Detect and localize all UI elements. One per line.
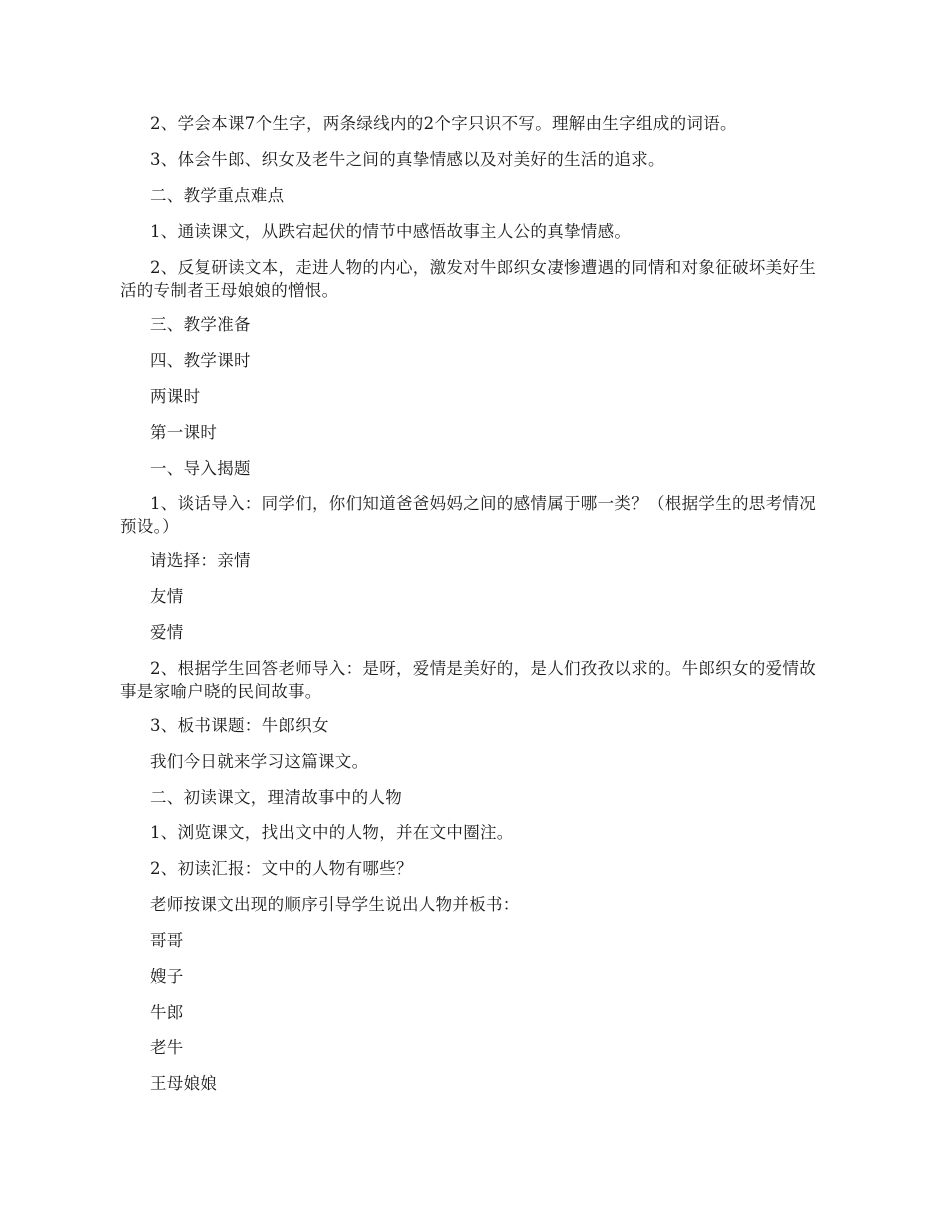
section-heading-class-hours: 四、教学课时 (150, 351, 251, 370)
character-old-ox: 老牛 (150, 1038, 184, 1057)
intro-step-3: 3、板书课题：牛郎织女 (150, 716, 329, 735)
section-heading-preparation: 三、教学准备 (150, 315, 251, 334)
character-cowherd: 牛郎 (150, 1003, 184, 1022)
character-elder-brother: 哥哥 (150, 931, 184, 950)
choice-family-love: 请选择：亲情 (150, 551, 251, 570)
today-lesson-line: 我们今日就来学习这篇课文。 (150, 752, 369, 771)
intro-step-2: 2、根据学生回答老师导入：是呀，爱情是美好的，是人们孜孜以求的。牛郎织女的爱情故事是家喻户晓的民间故事。 (120, 659, 816, 701)
section-heading-key-points: 二、教学重点难点 (150, 186, 285, 205)
reading-step-1: 1、浏览课文，找出文中的人物，并在文中圈注。 (150, 823, 514, 842)
section-heading-intro: 一、导入揭题 (150, 459, 251, 478)
intro-step-1: 1、谈话导入：同学们，你们知道爸爸妈妈之间的感情属于哪一类？（根据学生的思考情况预设。） (120, 494, 816, 536)
lesson-one-heading: 第一课时 (150, 423, 218, 442)
teacher-guidance: 老师按课文出现的顺序引导学生说出人物并板书： (150, 895, 520, 914)
choice-romance: 爱情 (150, 623, 184, 642)
objective-3: 3、体会牛郎、织女及老牛之间的真挚情感以及对美好的生活的追求。 (150, 150, 665, 169)
class-hours-value: 两课时 (150, 387, 201, 406)
character-sister-in-law: 嫂子 (150, 967, 184, 986)
section-heading-first-reading: 二、初读课文，理清故事中的人物 (150, 788, 402, 807)
key-point-1: 1、通读课文，从跌宕起伏的情节中感悟故事主人公的真挚情感。 (150, 222, 632, 241)
key-point-2: 2、反复研读文本，走进人物的内心，激发对牛郎织女凄惨遭遇的同情和对象征破坏美好生活的专制者王母娘娘的憎恨。 (120, 258, 816, 300)
character-queen-mother: 王母娘娘 (150, 1074, 218, 1093)
reading-step-2: 2、初读汇报：文中的人物有哪些？ (150, 859, 413, 878)
choice-friendship: 友情 (150, 587, 184, 606)
objective-2: 2、学会本课7个生字，两条绿线内的2个字只识不写。理解由生字组成的词语。 (150, 114, 737, 133)
